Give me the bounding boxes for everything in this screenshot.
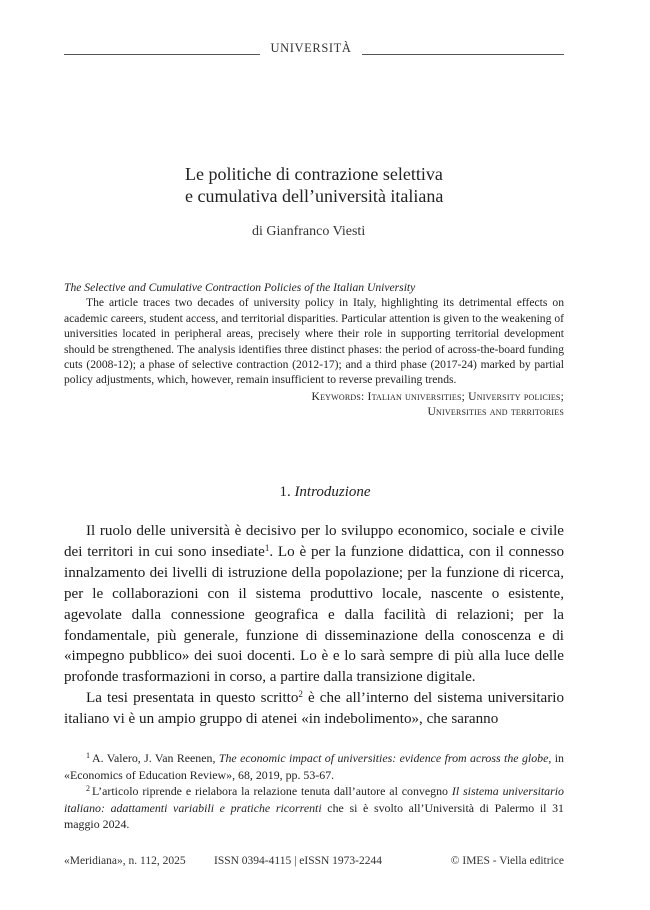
footnote-1-part-a: A. Valero, J. Van Reenen, xyxy=(92,751,219,765)
footnote-2-italic: Il sistema universitario italiano: adattamenti variabili e pratiche ricorrenti xyxy=(64,784,564,815)
keywords xyxy=(64,389,564,420)
section-name: Introduzione xyxy=(294,484,371,500)
footnote-ref-2[interactable]: 2 xyxy=(298,689,303,700)
page-footer xyxy=(64,855,564,871)
header-rule-left xyxy=(64,54,260,55)
footer-publisher: © IMES - Viella editrice xyxy=(450,855,564,867)
article-title-line-1: Le politiche di contrazione selettiva xyxy=(185,164,443,184)
footnote-1-number: 1 xyxy=(86,751,90,760)
body-text xyxy=(64,521,564,730)
footnote-2-part-a: L’articolo riprende e rielabora la relazione tenuta dall’autore al convegno xyxy=(92,784,452,799)
body-paragraph-1 xyxy=(64,521,564,688)
body-p1-part-a: Il ruolo delle università è decisivo per lo sviluppo economico, sociale e civile dei territori in cui sono insediate xyxy=(64,523,564,560)
footnote-1-part-b: , in «Economics of Education Review», 68, 2019, pp. 53-67. xyxy=(64,751,564,782)
keywords-line-1: Keywords: Italian universities; University policies; xyxy=(311,389,564,403)
footnote-1 xyxy=(64,750,564,783)
section-heading xyxy=(0,484,650,501)
footnote-2-number: 2 xyxy=(86,784,90,794)
body-p1-part-b: . Lo è per la funzione didattica, con il connesso innalzamento dei livelli di istruzione della popolazione; per la funzione di ricerca, per le collaborazioni con il sistema produttivo locale, nascente o esistente, agevolate dalla connessione geografica e dalla facilità di relazioni; per la fondamentale, più generale, funzione di disseminazione della conoscenza e di «impegno pubblico» dei suoi docenti. Lo è e lo sarà sempre di più alla luce delle profonde trasformazioni in corso, a partire dalla transizione digitale. xyxy=(64,543,564,686)
footer-issn: ISSN 0394-4115 | eISSN 1973-2244 xyxy=(214,855,382,867)
abstract xyxy=(64,280,564,420)
header-rule-right xyxy=(362,54,564,55)
section-number: 1. xyxy=(279,484,291,500)
article-title-line-2: e cumulativa dell’università italiana xyxy=(185,186,444,206)
body-p2-part-b: è che all’interno del sistema universitario italiano vi è un ampio gruppo di atenei «in indebolimento», che saranno xyxy=(64,690,564,728)
footnotes xyxy=(64,750,564,833)
footnote-ref-1[interactable]: 1 xyxy=(264,542,270,553)
article-title xyxy=(185,163,485,207)
keywords-line-2: Universities and territories xyxy=(427,405,564,419)
article-author: di Gianfranco Viesti xyxy=(252,224,366,239)
running-header-label: UNIVERSITÀ xyxy=(270,41,352,55)
footer-journal: «Meridiana», n. 112, 2025 xyxy=(64,855,186,867)
footnote-2-part-b: che si è svolto all’Università di Palermo il 31 maggio 2024. xyxy=(64,800,564,832)
abstract-text: The article traces two decades of university policy in Italy, highlighting its detrimental effects on academic careers, student access, and territorial disparities. Particular attention is given to the weakening of universities located in peripheral areas, precisely where their role in supporting territorial development should be strengthened. The analysis identifies three distinct phases: the period of across-the-board funding cuts (2008-12); a phase of selective contraction (2012-17); and a third phase (2017-24) marked by partial policy adjustments, which, however, remain insufficient to reverse prevailing trends. xyxy=(64,296,564,387)
footnote-2 xyxy=(64,783,564,833)
body-paragraph-2 xyxy=(64,688,564,730)
body-p2-part-a: La tesi presentata in questo scritto xyxy=(86,690,299,707)
abstract-title: The Selective and Cumulative Contraction Policies of the Italian University xyxy=(64,281,416,294)
running-header xyxy=(64,38,564,58)
footnote-1-italic: The economic impact of universities: evidence from across the globe xyxy=(218,751,549,765)
